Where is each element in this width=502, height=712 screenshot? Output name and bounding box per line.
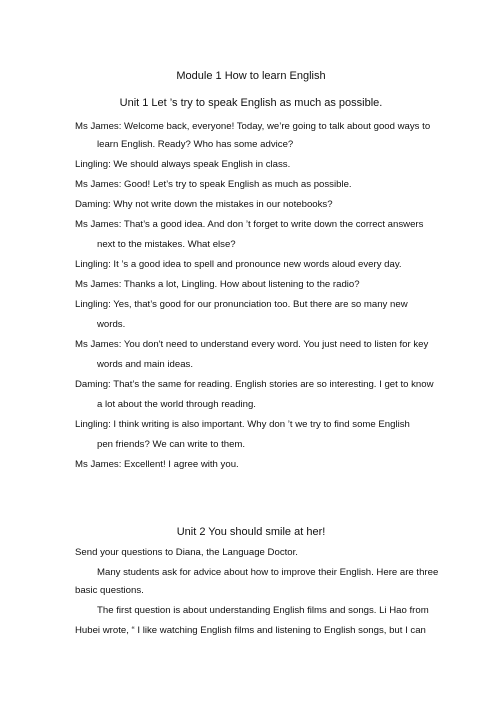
dialogue-line: learn English. Ready? Who has some advice? bbox=[97, 139, 294, 150]
dialogue-line: pen friends? We can write to them. bbox=[97, 439, 246, 450]
module-title: Module 1 How to learn English bbox=[176, 70, 326, 82]
dialogue-line: Ms James: Welcome back, everyone! Today, we’re going to talk about good ways to bbox=[75, 121, 431, 132]
dialogue-line: Ms James: Good! Let’s try to speak English as much as possible. bbox=[75, 179, 352, 190]
unit1-title: Unit 1 Let ’s try to speak English as much as possible. bbox=[119, 97, 383, 109]
dialogue-line: a lot about the world through reading. bbox=[97, 399, 256, 410]
dialogue-line: Lingling: We should always speak English in class. bbox=[75, 159, 291, 170]
dialogue-line: next to the mistakes. What else? bbox=[97, 239, 236, 250]
paragraph-line: Send your questions to Diana, the Language Doctor. bbox=[75, 547, 298, 558]
paragraph-line: The first question is about understanding English films and songs. Li Hao from bbox=[97, 605, 429, 616]
dialogue-line: Ms James: You don't need to understand every word. You just need to listen for key bbox=[75, 339, 429, 350]
dialogue-line: Ms James: Thanks a lot, Lingling. How about listening to the radio? bbox=[75, 279, 360, 290]
dialogue-line: Daming: Why not write down the mistakes in our notebooks? bbox=[75, 199, 333, 210]
dialogue-line: Daming: That’s the same for reading. English stories are so interesting. I get to know bbox=[75, 379, 434, 390]
paragraph-line: basic questions. bbox=[75, 585, 144, 596]
dialogue-line: Lingling: It ’s a good idea to spell and pronounce new words aloud every day. bbox=[75, 259, 402, 270]
dialogue-line: Ms James: That’s a good idea. And don ’t forget to write down the correct answers bbox=[75, 219, 424, 230]
unit2-title: Unit 2 You should smile at her! bbox=[176, 526, 326, 538]
dialogue-line: words. bbox=[97, 319, 126, 330]
dialogue-line: words and main ideas. bbox=[97, 359, 193, 370]
dialogue-line: Lingling: Yes, that’s good for our pronunciation too. But there are so many new bbox=[75, 299, 408, 310]
paragraph-line: Hubei wrote, “ I like watching English films and listening to English songs, but I can bbox=[75, 625, 426, 636]
dialogue-line: Ms James: Excellent! I agree with you. bbox=[75, 459, 239, 470]
paragraph-line: Many students ask for advice about how to improve their English. Here are three bbox=[97, 567, 439, 578]
dialogue-line: Lingling: I think writing is also important. Why don ’t we try to find some English bbox=[75, 419, 410, 430]
